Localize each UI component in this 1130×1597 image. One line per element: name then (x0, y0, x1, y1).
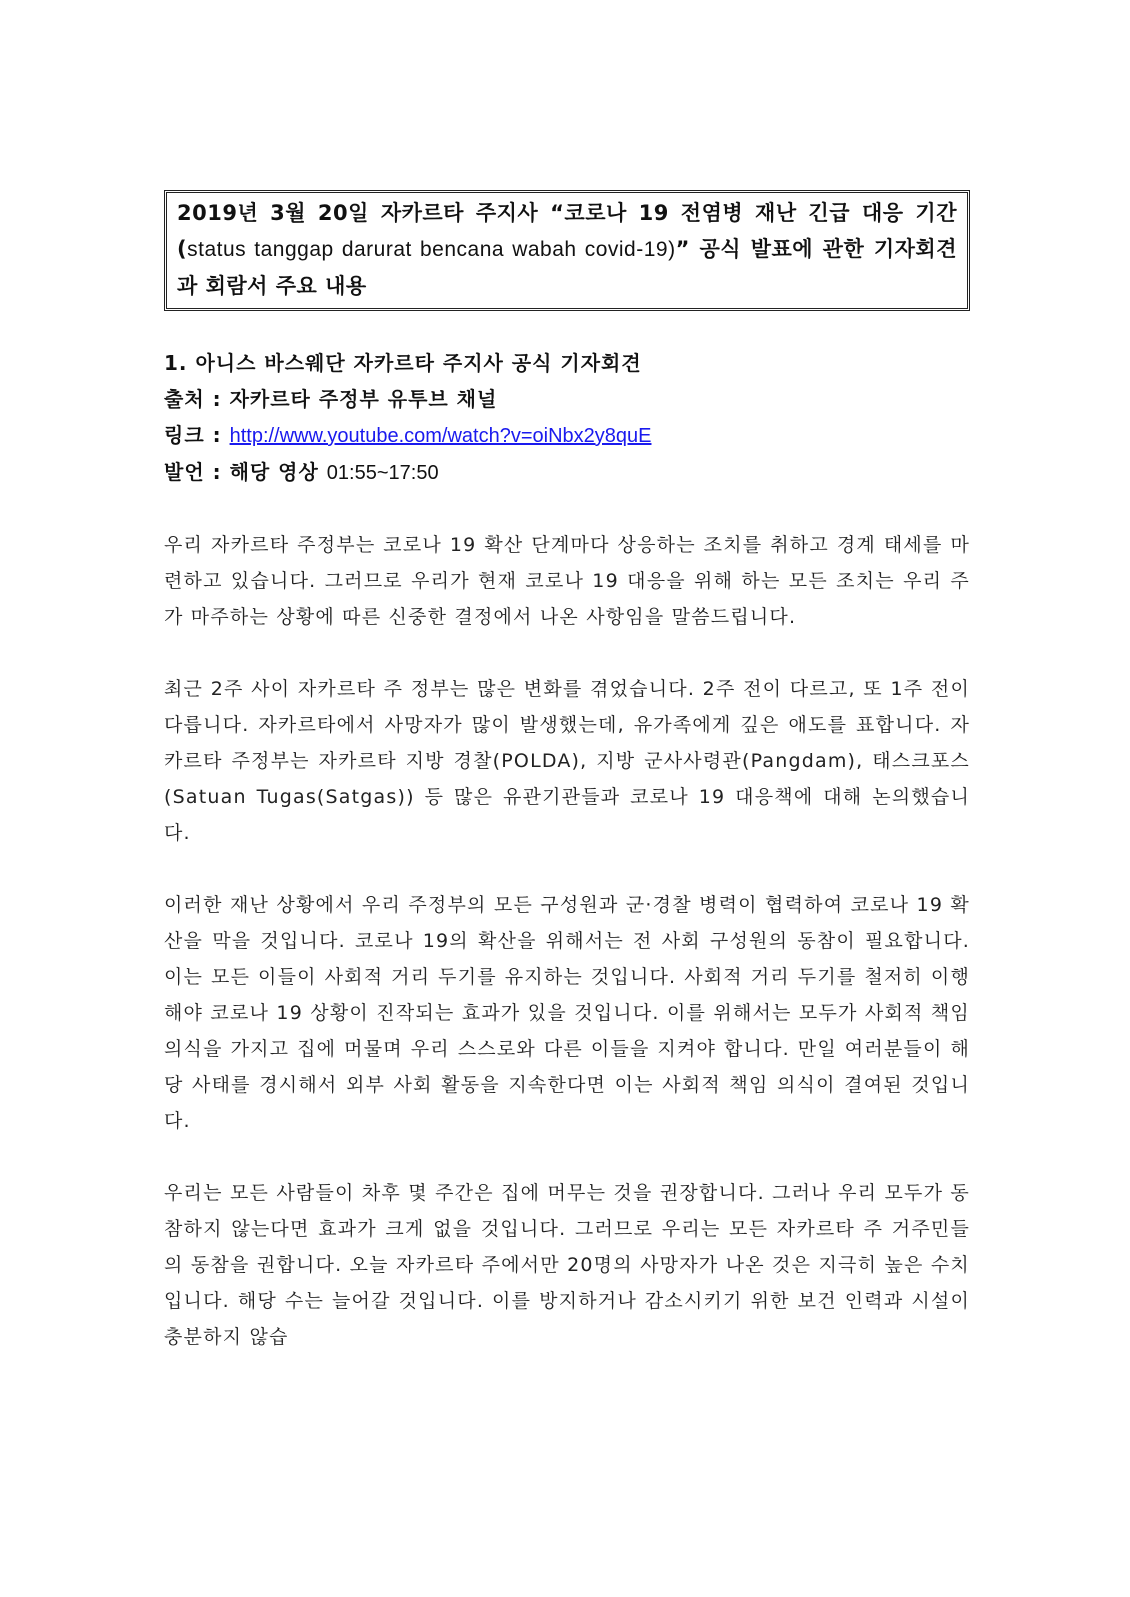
link-label: 링크 : (164, 423, 230, 447)
source-label: 출처 : (164, 387, 230, 411)
link-line (164, 417, 970, 454)
section-1-header (164, 345, 970, 491)
source-value: 자카르타 주정부 유투브 채널 (229, 387, 498, 411)
body-paragraphs (164, 527, 970, 1355)
document-page (164, 190, 970, 1374)
body-paragraph: 최근 2주 사이 자카르타 주 정부는 많은 변화를 겪었습니다. 2주 전이 다르고, 또 1주 전이 다릅니다. 자카르타에서 사망자가 많이 발생했는데, 유가족에게 깊은 애도를 표합니다. 자카르타 주정부는 자카르타 지방 경찰(POLDA), 지방 군사사령관(Pangdam), 태스크포스(Satuan Tugas(Satgas)) 등 많은 유관기관들과 코로나 19 대응책에 대해 논의했습니다. (164, 678, 970, 844)
speech-line (164, 454, 970, 491)
document-title-box (164, 190, 970, 311)
speech-label: 발언 : (164, 460, 230, 484)
body-paragraph: 이러한 재난 상황에서 우리 주정부의 모든 구성원과 군·경찰 병력이 협력하여 코로나 19 확산을 막을 것입니다. 코로나 19의 확산을 위해서는 전 사회 구성원의 동참이 필요합니다. 이는 모든 이들이 사회적 거리 두기를 유지하는 것입니다. 사회적 거리 두기를 철저히 이행해야 코로나 19 상황이 진작되는 효과가 있을 것입니다. 이를 위해서는 모두가 사회적 책임의식을 가지고 집에 머물며 우리 스스로와 다른 이들을 지켜야 합니다. 만일 여러분들이 해당 사태를 경시해서 외부 사회 활동을 지속한다면 이는 사회적 책임 의식이 결여된 것입니다. (164, 894, 970, 1132)
title-text-part1: 2019년 3월 20일 자카르타 주지사 “코로나 19 전염병 재난 긴급 대응 기간( (177, 201, 957, 261)
title-text-part2: ” 공식 발표에 관한 기자회견과 회람서 주요 내용 (177, 237, 957, 298)
source-line (164, 381, 970, 417)
section-heading: 1. 아니스 바스웨단 자카르타 주지사 공식 기자회견 (164, 351, 642, 375)
body-paragraph: 우리는 모든 사람들이 차후 몇 주간은 집에 머무는 것을 권장합니다. 그러나 우리 모두가 동참하지 않는다면 효과가 크게 없을 것입니다. 그러므로 우리는 모든 자카르타 주 거주민들의 동참을 권합니다. 오늘 자카르타 주에서만 20명의 사망자가 나온 것은 지극히 높은 수치입니다. 해당 수는 늘어갈 것입니다. 이를 방지하거나 감소시키기 위한 보건 인력과 시설이 충분하지 않습 (164, 1182, 970, 1348)
youtube-link[interactable]: http://www.youtube.com/watch?v=oiNbx2y8quE (229, 425, 652, 447)
speech-timecode: 01:55~17:50 (326, 462, 439, 484)
title-text-latin: status tanggap darurat bencana wabah covid-19) (187, 238, 676, 261)
speech-value: 해당 영상 (229, 460, 327, 484)
body-paragraph: 우리 자카르타 주정부는 코로나 19 확산 단계마다 상응하는 조치를 취하고 경계 태세를 마련하고 있습니다. 그러므로 우리가 현재 코로나 19 대응을 위해 하는 모든 조치는 우리 주가 마주하는 상황에 따른 신중한 결정에서 나온 사항임을 말씀드립니다. (164, 534, 970, 628)
